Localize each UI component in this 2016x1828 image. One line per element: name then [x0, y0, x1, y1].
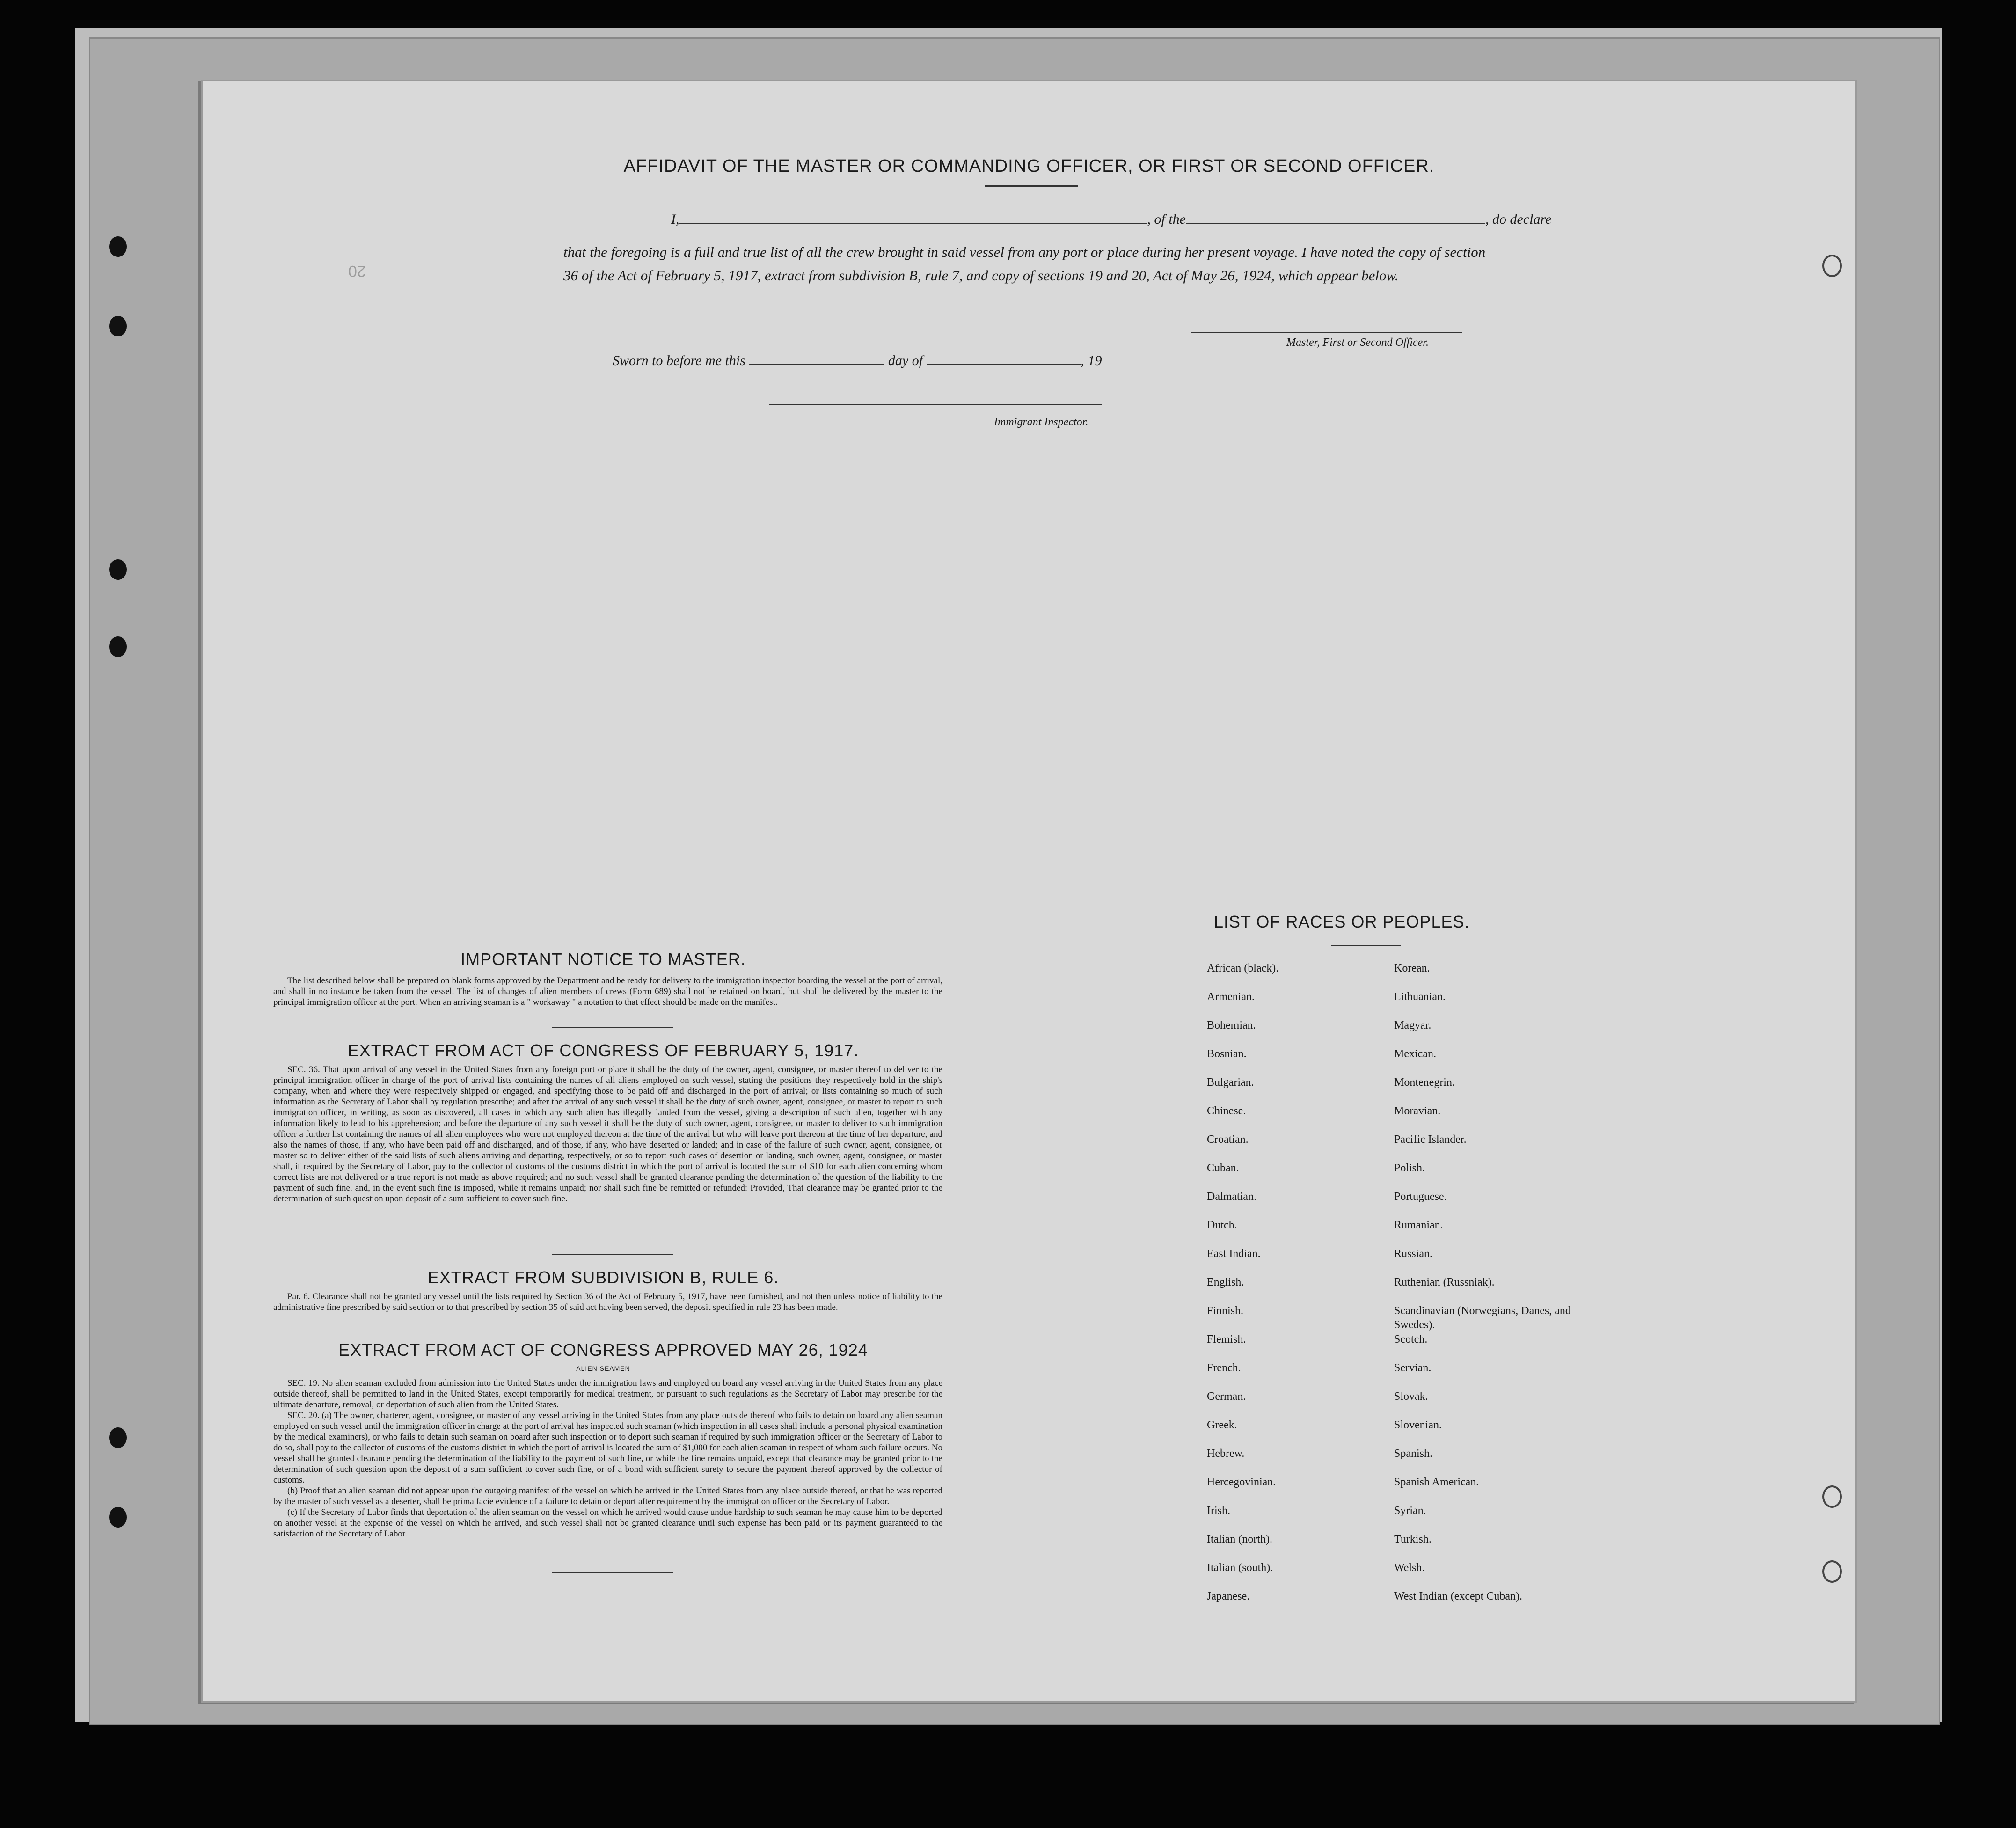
divider [552, 1027, 673, 1028]
punch-hole [109, 236, 127, 257]
race-item: Hebrew. [1207, 1448, 1245, 1460]
sec-19: SEC. 19. No alien seaman excluded from admission into the United States under the immigration laws and employed on board any vessel arriving in the United States from any place outside thereof, shall be permitted to land in the United States, except temporarily for medical treatment, or pursuant to such regulations as the Secretary of Labor may prescribe for the ultimate departure, removal, or deportation of such alien from the United States. [273, 1378, 942, 1410]
races-title: LIST OF RACES OR PEOPLES. [1214, 912, 1470, 931]
punch-hole [109, 316, 127, 336]
race-item: Flemish. [1207, 1333, 1246, 1345]
affidavit-title: AFFIDAVIT OF THE MASTER OR COMMANDING OFFICER, OR FIRST OR SECOND OFFICER. [623, 156, 1435, 176]
race-item: Pacific Islander. [1394, 1133, 1467, 1146]
race-item: African (black). [1207, 962, 1279, 974]
race-item: Spanish American. [1394, 1476, 1479, 1488]
extract-1917-text: SEC. 36. That upon arrival of any vessel in the United States from any foreign port or place it shall be the duty of the owner, agent, consignee, or master thereof to deliver to the principal immigration officer in charge of the port of arrival lists containing the names of all aliens employed on such vessel, stating the positions they respectively hold in the ship's company, when and where they were respectively shipped or engaged, and specifying those to be paid off and discharged in the port of arrival; or lists containing so much of such information as the Secretary of Labor shall by regulation prescribe; and after the arrival of any such vessel it shall be the duty of such owner, agent, consignee, or master to report to such immigration officer, in writing, as soon as discovered, all cases in which any such alien has illegally landed from the vessel, giving a description of such alien, together with any information likely to lead to his apprehension; and before the departure of any such vessel it shall be the duty of such owner, agent, consignee, or master to deliver to such immigration officer a further list containing the names of all alien employees who were not employed thereon at the time of the arrival but who will leave port thereon at the time of her departure, and also the names of those, if any, who have been paid off and discharged, and of those, if any, who have deserted or landed; and in case of the failure of such owner, agent, consignee, or master so to deliver either of the said lists of such aliens arriving and departing, respectively, or so to report such cases of desertion or landing, such owner, agent, consignee, or master shall, if required by the Secretary of Labor, pay to the collector of customs of the customs district in which the port of arrival is located the sum of $10 for each alien concerning whom correct lists are not delivered or a true report is not made as above required; and no such vessel shall be granted clearance pending the determination of the question of the liability to the payment of such fine, and, in the event such fine is imposed, while it remains unpaid; nor shall such fine be remitted or refunded: Provided, That clearance may be granted prior to the determination of such question upon deposit of a sum sufficient to cover such fine. [273, 1065, 942, 1204]
race-item: Bulgarian. [1207, 1076, 1254, 1089]
race-item: Montenegrin. [1394, 1076, 1455, 1089]
race-item: Portuguese. [1394, 1191, 1447, 1203]
race-item: Magyar. [1394, 1019, 1432, 1031]
extract-1924-text [273, 1378, 942, 1539]
affidavit-body: that the foregoing is a full and true list of all the crew brought in said vessel from any port or place during her present voyage. I have noted the copy of section 36 of the Act of February 5, 1917, extract from subdivision B, rule 7, and copy of sections 19 and 20, Act of May 26, 1924, which appear below. [563, 244, 1486, 284]
race-item: Polish. [1394, 1162, 1425, 1174]
race-item: Armenian. [1207, 991, 1255, 1003]
affidavit-of-the-label: , of the [1147, 212, 1186, 227]
race-item: French. [1207, 1362, 1241, 1374]
page-hole [1822, 1560, 1842, 1583]
race-item: Greek. [1207, 1419, 1237, 1431]
race-item: Spanish. [1394, 1448, 1433, 1460]
race-item: Cuban. [1207, 1162, 1239, 1174]
race-item: Moravian. [1394, 1105, 1441, 1117]
sec-20-a: SEC. 20. (a) The owner, charterer, agent, consignee, or master of any vessel arriving in the United States from any place outside thereof who fails to detain on board any alien seaman employed on such vessel until the immigration officer in charge at the port of arrival has inspected such seaman (which inspection in all cases shall include a personal physical examination by the medical examiners), or who fails to detain such seaman on board after such inspection or to deport such seaman if required by such immigration officer or the Secretary of Labor to do so, shall pay to the collector of customs of the customs district in which the port of arrival is located the sum of $1,000 for each alien seaman in respect of whom such failure occurs. No vessel shall be granted clearance pending the determination of the liability to the payment of such fine, or while the fine remains unpaid, except that clearance may be granted prior to the determination of such question upon the deposit of a sum sufficient to cover such fine, or of a bond with sufficient surety to secure the payment thereof approved by the collector of customs. [273, 1411, 942, 1485]
race-item: Japanese. [1207, 1590, 1250, 1602]
race-item: Welsh. [1394, 1562, 1425, 1574]
punch-hole [109, 1427, 127, 1448]
race-item: East Indian. [1207, 1248, 1261, 1260]
affidavit-declare-label: , do declare [1485, 212, 1552, 227]
race-item: Servian. [1394, 1362, 1432, 1374]
inspector-label: Immigrant Inspector. [994, 416, 1088, 428]
race-item: Italian (south). [1207, 1562, 1273, 1574]
race-item: Finnish. [1207, 1305, 1244, 1317]
divider [552, 1572, 673, 1573]
race-item: Croatian. [1207, 1133, 1249, 1146]
page-hole [1822, 255, 1842, 277]
affidavit-page [201, 80, 1857, 1703]
race-item: Slovenian. [1394, 1419, 1442, 1431]
race-item: Turkish. [1394, 1533, 1432, 1545]
sec-20-c: (c) If the Secretary of Labor finds that deportation of the alien seaman on the vessel on which he arrived would cause undue hardship to such seaman he may cause him to be deported on another vessel at the expense of the vessel on which he arrived, and such vessel shall not be granted clearance until such expense has been paid or its payment guaranteed to the satisfaction of the Secretary of Labor. [273, 1507, 942, 1539]
race-item: Rumanian. [1394, 1219, 1443, 1231]
race-item: Dalmatian. [1207, 1191, 1256, 1203]
punch-hole [109, 559, 127, 580]
race-item: Irish. [1207, 1505, 1230, 1517]
race-item: Dutch. [1207, 1219, 1237, 1231]
race-item: Syrian. [1394, 1505, 1426, 1517]
master-signature-label: Master, First or Second Officer. [1286, 336, 1429, 349]
inspector-signature-line [769, 404, 1102, 405]
sworn-line [613, 353, 1102, 369]
sec-20-b: (b) Proof that an alien seaman did not appear upon the outgoing manifest of the vessel on which he arrived in the United States from any place outside thereof, or that he was reported by the master of such vessel as a deserter, shall be prima facie evidence of a failure to detain or deport after requirement by the immigration officer or the Secretary of Labor. [273, 1486, 942, 1506]
extract-1917-title: EXTRACT FROM ACT OF CONGRESS OF FEBRUARY 5, 1917. [347, 1041, 859, 1060]
race-item: Scotch. [1394, 1333, 1428, 1345]
year-label: , 19 [1081, 353, 1102, 368]
race-item: Lithuanian. [1394, 991, 1446, 1003]
master-signature-line [1191, 332, 1462, 333]
punch-hole [109, 636, 127, 657]
race-item: Bosnian. [1207, 1048, 1247, 1060]
race-item: Korean. [1394, 962, 1430, 974]
race-item: Slovak. [1394, 1390, 1428, 1403]
divider [985, 185, 1078, 187]
notice-title: IMPORTANT NOTICE TO MASTER. [460, 950, 746, 969]
races-left-column [1207, 961, 1278, 1618]
affidavit-i-label: I, [671, 212, 679, 227]
rule-6-title: EXTRACT FROM SUBDIVISION B, RULE 6. [427, 1268, 779, 1287]
page-hole [1822, 1485, 1842, 1508]
divider [552, 1254, 673, 1255]
rule-6-text: Par. 6. Clearance shall not be granted any vessel until the lists required by Section 36 of the Act of February 5, 1917, have been furnished, and not then unless notice of liability to the administrative fine prescribed by said section or to that prescribed by section 35 of said act having been served, the deposit specified in rule 23 has been made. [273, 1292, 942, 1312]
extract-1924-title: EXTRACT FROM ACT OF CONGRESS APPROVED MAY 26, 1924 [338, 1340, 868, 1360]
race-item: Scandinavian (Norwegians, Danes, and Swedes). [1394, 1305, 1571, 1331]
race-item: German. [1207, 1390, 1246, 1403]
races-right-column [1394, 961, 1591, 1618]
day-of-label: day of [888, 353, 923, 368]
race-item: English. [1207, 1276, 1244, 1288]
race-item: Ruthenian (Russniak). [1394, 1276, 1495, 1288]
race-item: Russian. [1394, 1248, 1433, 1260]
notice-text: The list described below shall be prepared on blank forms approved by the Department and be ready for delivery to the immigration inspector boarding the vessel at the port of arrival, and shall in no instance be taken from the vessel. The list of changes of alien members of crews (Form 689) shall not be retained on board, but shall be delivered by the master to the principal immigration officer at the port. When an arriving seaman is a " workaway " a notation to that effect should be made on the manifest. [273, 976, 942, 1007]
punch-hole [109, 1507, 127, 1528]
sworn-label: Sworn to before me this [613, 353, 745, 368]
race-item: Italian (north). [1207, 1533, 1272, 1545]
race-item: Mexican. [1394, 1048, 1436, 1060]
margin-note: 20 [348, 262, 366, 280]
race-item: West Indian (except Cuban). [1394, 1590, 1522, 1602]
extract-1924-subtitle: ALIEN SEAMEN [576, 1365, 630, 1372]
divider [1331, 945, 1401, 946]
race-item: Bohemian. [1207, 1019, 1256, 1031]
race-item: Hercegovinian. [1207, 1476, 1276, 1488]
affidavit-line-1 [671, 212, 1551, 227]
race-item: Chinese. [1207, 1105, 1246, 1117]
